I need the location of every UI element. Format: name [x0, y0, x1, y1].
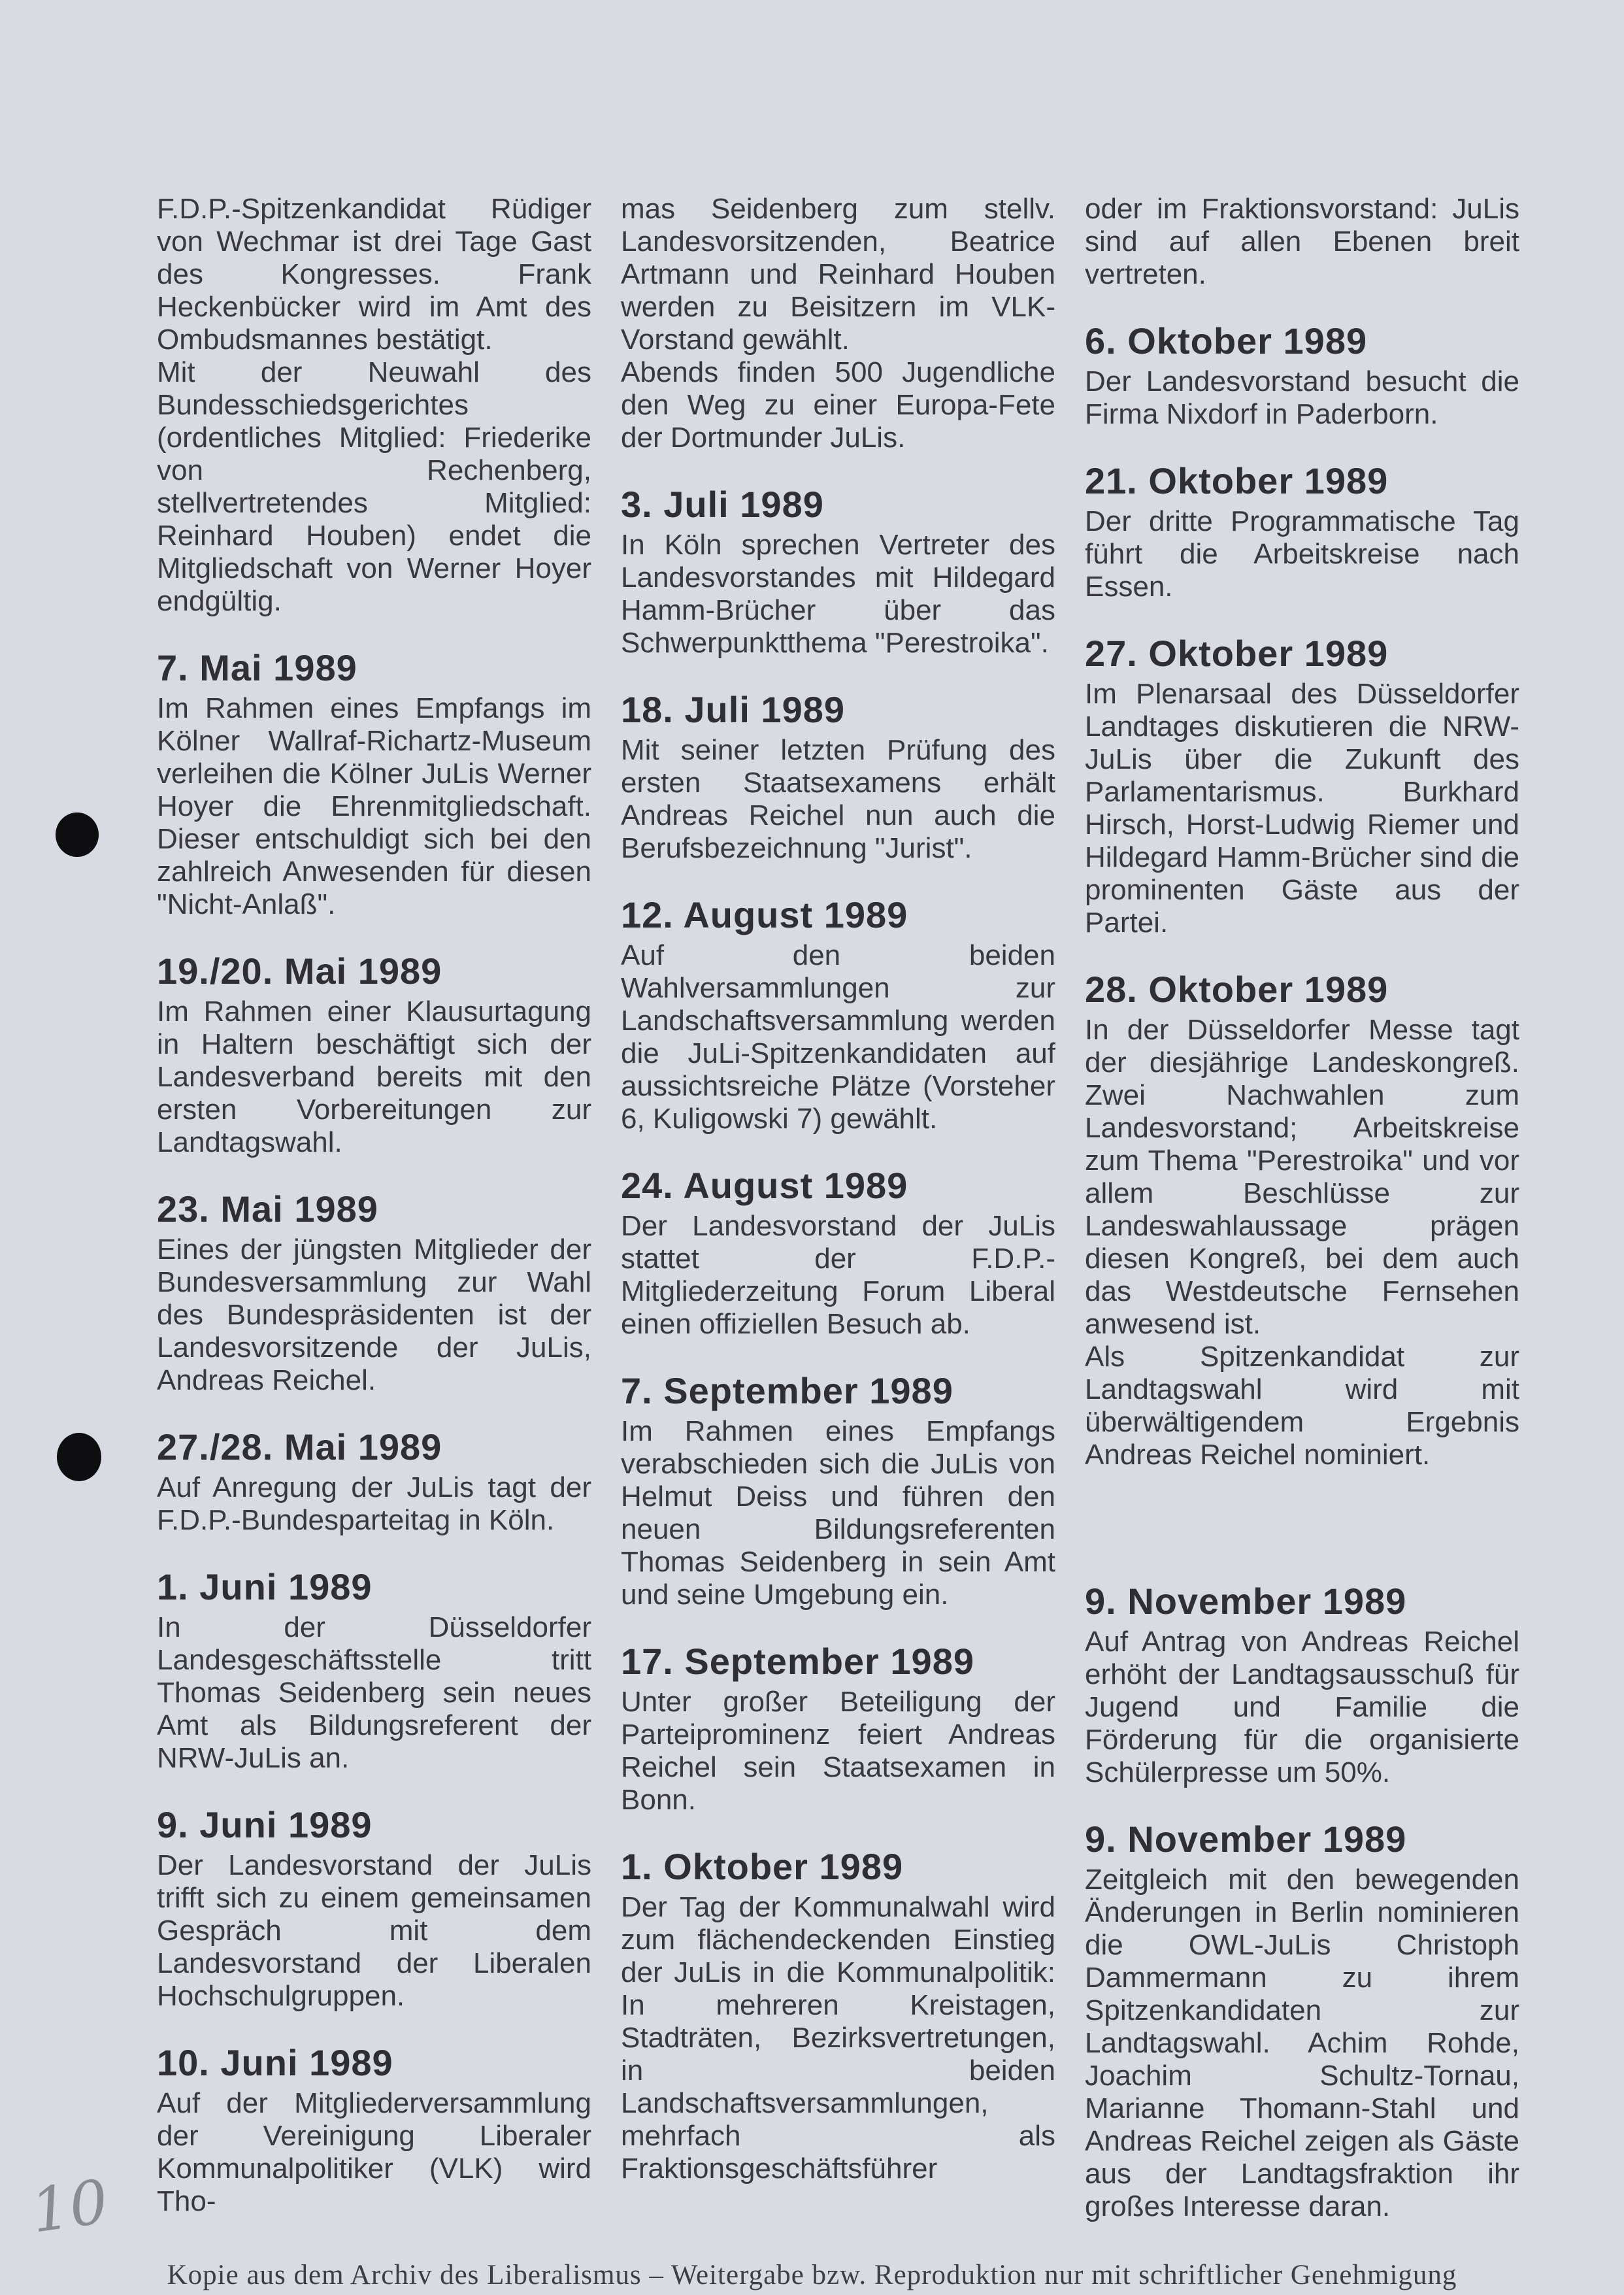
date-heading: 12. August 1989 — [621, 894, 908, 935]
date-heading: 27. Oktober 1989 — [1085, 633, 1389, 674]
text-column — [1085, 193, 1519, 2223]
paragraph: In der Düsseldorfer Landesgeschäftsstelle tritt Thomas Seidenberg sein neues Amt als Bildungsreferent der NRW-JuLis an. — [157, 1611, 591, 1774]
paragraph: Der Landesvorstand der JuLis stattet der F.D.P.-Mitgliederzeitung Forum Liberal einen offiziellen Besuch ab. — [621, 1210, 1055, 1340]
paragraph: Der Tag der Kommunalwahl wird zum flächendeckenden Einstieg der JuLis in die Kommunalpolitik: In mehreren Kreistagen, Stadträten, Bezirksvertretungen, in beiden Landschaftsversammlungen, mehrfach als Fraktionsgeschäftsführer — [621, 1891, 1055, 2185]
date-heading: 28. Oktober 1989 — [1085, 969, 1389, 1010]
paragraph: F.D.P.-Spitzenkandidat Rüdiger von Wechmar ist drei Tage Gast des Kongresses. Frank Heckenbücker wird im Amt des Ombudsmannes bestätigt. — [157, 193, 591, 356]
archive-footer-text: Kopie aus dem Archiv des Liberalismus – Weitergabe bzw. Reproduktion nur mit schriftlicher Genehmigung — [167, 2259, 1457, 2290]
paragraph: Der dritte Programmatische Tag führt die Arbeitskreise nach Essen. — [1085, 505, 1519, 603]
date-heading: 17. September 1989 — [621, 1641, 974, 1682]
date-heading: 19./20. Mai 1989 — [157, 950, 442, 992]
paragraph: Im Rahmen eines Empfangs im Kölner Wallraf-Richartz-Museum verleihen die Kölner JuLis Werner Hoyer die Ehrenmitgliedschaft. Dieser entschuldigt sich bei den zahlreich Anwesenden für diesen "Nicht-Anlaß". — [157, 692, 591, 920]
date-heading: 23. Mai 1989 — [157, 1188, 378, 1230]
paragraph: Eines der jüngsten Mitglieder der Bundesversammlung zur Wahl des Bundespräsidenten ist der Landesvorsitzende der JuLis, Andreas Reichel. — [157, 1233, 591, 1396]
text-column — [621, 193, 1055, 2223]
paragraph: Unter großer Beteiligung der Parteiprominenz feiert Andreas Reichel sein Staatsexamen in Bonn. — [621, 1686, 1055, 1816]
paragraph: Mit seiner letzten Prüfung des ersten Staatsexamens erhält Andreas Reichel nun auch die Berufsbezeichnung "Jurist". — [621, 734, 1055, 864]
date-heading: 1. Oktober 1989 — [621, 1846, 904, 1887]
date-heading: 10. Juni 1989 — [157, 2042, 393, 2083]
paragraph: In Köln sprechen Vertreter des Landesvorstandes mit Hildegard Hamm-Brücher über das Schwerpunktthema "Perestroika". — [621, 529, 1055, 659]
date-heading: 18. Juli 1989 — [621, 689, 846, 730]
date-heading: 6. Oktober 1989 — [1085, 320, 1368, 361]
ink-dot-top — [56, 812, 99, 857]
ink-dot-bottom — [57, 1433, 101, 1481]
paragraph: Im Rahmen eines Empfangs verabschieden sich die JuLis von Helmut Deiss und führen den neuen Bildungsreferenten Thomas Seidenberg in sein Amt und seine Umgebung ein. — [621, 1415, 1055, 1611]
paragraph: Auf Antrag von Andreas Reichel erhöht der Landtagsausschuß für Jugend und Familie die Förderung für die organisierte Schülerpresse um 50%. — [1085, 1626, 1519, 1788]
date-heading: 9. Juni 1989 — [157, 1804, 373, 1845]
paragraph: Abends finden 500 Jugendliche den Weg zu einer Europa-Fete der Dortmunder JuLis. — [621, 356, 1055, 454]
text-column — [157, 193, 591, 2223]
paragraph: Der Landesvorstand besucht die Firma Nixdorf in Paderborn. — [1085, 365, 1519, 430]
date-heading: 21. Oktober 1989 — [1085, 460, 1389, 501]
date-heading: 1. Juni 1989 — [157, 1566, 373, 1607]
paragraph: Der Landesvorstand der JuLis trifft sich zu einem gemeinsamen Gespräch mit dem Landesvorstand der Liberalen Hochschulgruppen. — [157, 1849, 591, 2012]
columns — [157, 193, 1519, 2223]
paragraph: Im Rahmen einer Klausurtagung in Haltern beschäftigt sich der Landesverband bereits mit den ersten Vorbereitungen zur Landtagswahl. — [157, 996, 591, 1158]
paragraph: mas Seidenberg zum stellv. Landesvorsitzenden, Beatrice Artmann und Reinhard Houben werden zu Beisitzern im VLK-Vorstand gewählt. — [621, 193, 1055, 356]
date-heading: 9. November 1989 — [1085, 1818, 1407, 1860]
paragraph: Auf den beiden Wahlversammlungen zur Landschaftsversammlung werden die JuLi-Spitzenkandidaten auf aussichtsreiche Plätze (Vorsteher 6, Kuligowski 7) gewählt. — [621, 939, 1055, 1135]
paragraph: Auf der Mitgliederversammlung der Vereinigung Liberaler Kommunalpolitiker (VLK) wird Tho- — [157, 2087, 591, 2217]
paragraph: oder im Fraktionsvorstand: JuLis sind auf allen Ebenen breit vertreten. — [1085, 193, 1519, 290]
paragraph: Auf Anregung der JuLis tagt der F.D.P.-Bundesparteitag in Köln. — [157, 1471, 591, 1536]
paragraph: In der Düsseldorfer Messe tagt der diesjährige Landeskongreß. Zwei Nachwahlen zum Landesvorstand; Arbeitskreise zum Thema "Perestroika" und vor allem Beschlüsse zur Landeswahlaussage prägen diesen Kongreß, bei dem auch das Westdeutsche Fernsehen anwesend ist. — [1085, 1014, 1519, 1340]
pencil-annotation: 10 — [27, 2166, 112, 2247]
paragraph: Zeitgleich mit den bewegenden Änderungen in Berlin nominieren die OWL-JuLis Christoph Dammermann zu ihrem Spitzenkandidaten zur Landtagswahl. Achim Rohde, Joachim Schultz-Tornau, Marianne Thomann-Stahl und Andreas Reichel zeigen als Gäste aus der Landtagsfraktion ihr großes Interesse daran. — [1085, 1864, 1519, 2222]
paragraph: Als Spitzenkandidat zur Landtagswahl wird mit überwältigendem Ergebnis Andreas Reichel nominiert. — [1085, 1341, 1519, 1471]
date-heading: 3. Juli 1989 — [621, 484, 824, 525]
paragraph: Im Plenarsaal des Düsseldorfer Landtages diskutieren die NRW-JuLis über die Zukunft des Parlamentarismus. Burkhard Hirsch, Horst-Ludwig Riemer und Hildegard Hamm-Brücher sind die prominenten Gäste aus der Partei. — [1085, 678, 1519, 939]
date-heading: 9. November 1989 — [1085, 1581, 1407, 1622]
date-heading: 7. Mai 1989 — [157, 647, 357, 688]
paragraph: Mit der Neuwahl des Bundesschiedsgerichtes (ordentliches Mitglied: Friederike von Rechenberg, stellvertretendes Mitglied: Reinhard Houben) endet die Mitgliedschaft von Werner Hoyer endgültig. — [157, 356, 591, 617]
date-heading: 7. September 1989 — [621, 1370, 953, 1411]
date-heading: 27./28. Mai 1989 — [157, 1426, 442, 1467]
date-heading: 24. August 1989 — [621, 1165, 908, 1206]
